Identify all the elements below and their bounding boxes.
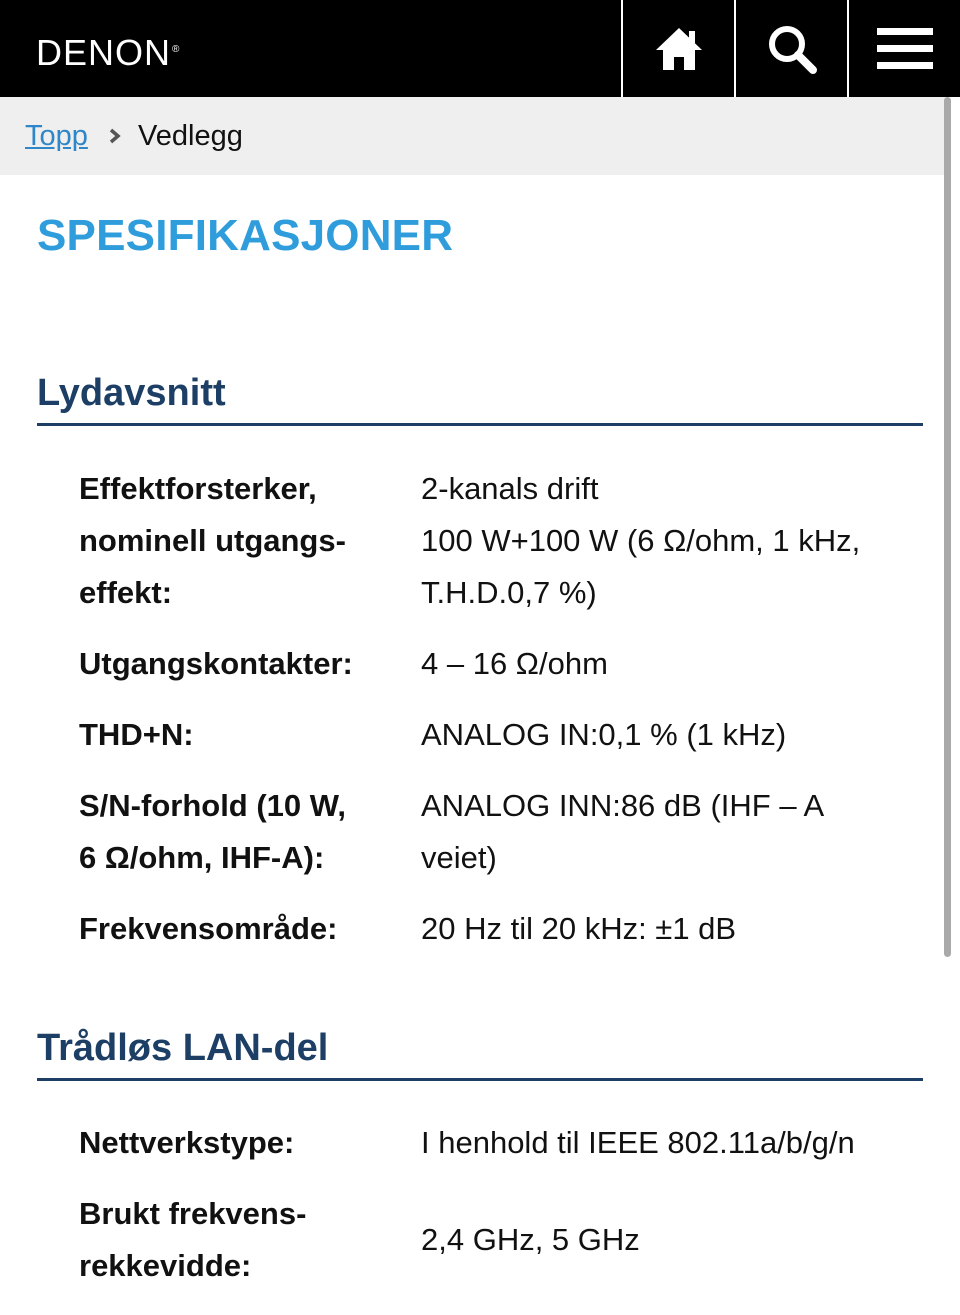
spec-label-sn-forhold: S/N-forhold (10 W, 6 Ω/ohm, IHF-A): xyxy=(79,788,346,875)
spec-value-frekvensrekkevidde: 2,4 GHz, 5 GHz xyxy=(421,1222,640,1257)
chevron-right-icon xyxy=(108,126,122,146)
section-title-tradlos-lan: Trådløs LAN-del xyxy=(37,1027,329,1069)
spec-value-sn-forhold: ANALOG INN:86 dB (IHF – A veiet) xyxy=(421,788,825,875)
denon-logo[interactable] xyxy=(36,28,180,75)
logo-registered-mark: ® xyxy=(172,44,181,55)
header-bar xyxy=(0,0,960,97)
section-divider xyxy=(37,1078,923,1081)
spec-label-nettverkstype: Nettverkstype: xyxy=(79,1125,295,1160)
spec-label-thd-n: THD+N: xyxy=(79,717,194,752)
page-title: SPESIFIKASJONER xyxy=(37,211,454,260)
spec-label-frekvensrekkevidde: Brukt frekvens- rekkevidde: xyxy=(79,1196,307,1283)
breadcrumb-top-link[interactable]: Topp xyxy=(25,120,88,152)
section-divider xyxy=(37,423,923,426)
search-button[interactable] xyxy=(734,0,847,97)
home-icon xyxy=(654,26,704,72)
spec-value-nettverkstype: I henhold til IEEE 802.11a/b/g/n xyxy=(421,1125,855,1160)
menu-button[interactable] xyxy=(847,0,960,97)
logo-text: DENON xyxy=(36,32,172,73)
spec-value-utgangskontakter: 4 – 16 Ω/ohm xyxy=(421,646,608,681)
search-icon xyxy=(766,23,818,75)
home-button[interactable] xyxy=(621,0,734,97)
section-title-lydavsnitt: Lydavsnitt xyxy=(37,372,226,414)
spec-value-thd-n: ANALOG IN:0,1 % (1 kHz) xyxy=(421,717,787,752)
scrollbar[interactable] xyxy=(944,97,951,957)
breadcrumb-current: Vedlegg xyxy=(138,120,243,152)
spec-value-frekvensomrade: 20 Hz til 20 kHz: ±1 dB xyxy=(421,911,737,946)
menu-icon xyxy=(877,26,933,72)
spec-label-effektforsterker: Effektforsterker, nominell utgangs- effekt: xyxy=(79,471,346,610)
spec-label-frekvensomrade: Frekvensområde: xyxy=(79,911,338,946)
spec-label-utgangskontakter: Utgangskontakter: xyxy=(79,646,353,681)
spec-value-effektforsterker: 2-kanals drift 100 W+100 W (6 Ω/ohm, 1 kHz, T.H.D.0,7 %) xyxy=(421,471,861,610)
